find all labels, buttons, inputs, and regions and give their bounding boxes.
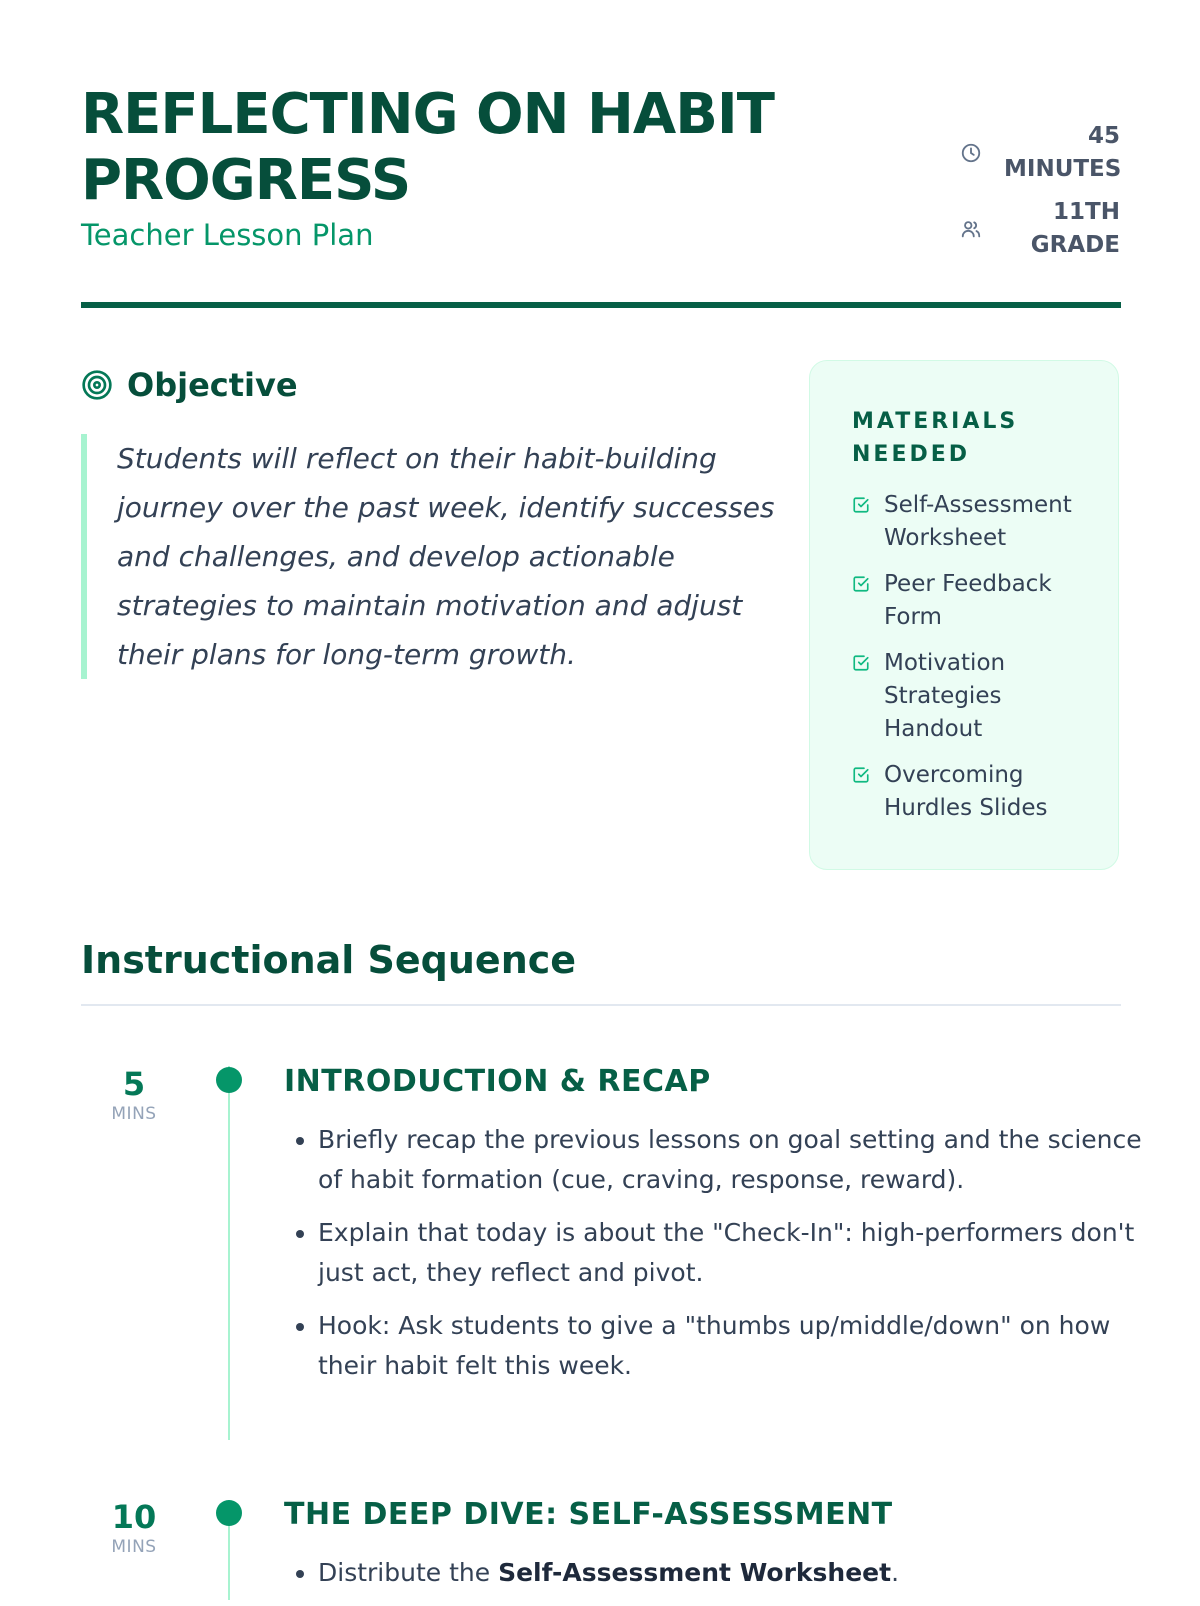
check-square-icon [852,575,870,593]
step-bullet: • Briefly recap the previous lessons on goal setting and the science of habit formation (cue, craving, response, reward). [318,1120,1158,1200]
step-minutes: 10 [111,1498,157,1536]
grade-row [960,196,1120,262]
duration-value: 45 MINUTES [1004,123,1122,182]
users-icon [960,218,982,240]
target-icon [81,369,113,401]
page-subtitle: Teacher Lesson Plan [81,218,374,252]
duration-row [960,120,1120,186]
check-square-icon [852,496,870,514]
bullet-text: Distribute the [318,1558,499,1587]
material-item [852,489,1088,555]
bullet-bold-text: Self-Assessment Worksheet [498,1558,892,1587]
objective-text: Students will reflect on their habit-building journey over the past week, identify successes and challenges, and develop actionable strategies to maintain motivation and adjust their plans for long-term growth. [81,434,797,679]
timeline-dot [216,1067,242,1093]
step-bullets [284,1120,1158,1399]
page-title: REFLECTING ON HABIT PROGRESS [81,82,774,213]
step-duration [84,1497,184,1557]
step-duration [84,1064,184,1124]
step-unit: MINS [111,1537,157,1557]
header-divider [81,302,1121,308]
step-minutes: 5 [122,1065,146,1103]
material-item [852,647,1088,746]
step-bullet: • Explain that today is about the "Check-In": high-performers don't just act, they reflect and pivot. [318,1213,1158,1293]
lesson-meta [960,120,1120,272]
objective-heading [81,366,298,404]
grade-value: 11TH GRADE [1030,199,1120,258]
check-square-icon [852,654,870,672]
material-label: Overcoming Hurdles Slides [884,762,1048,821]
timeline-dot [216,1500,242,1526]
materials-heading: MATERIALS NEEDED [852,409,1019,467]
step-bullet: • Hook: Ask students to give a "thumbs up/middle/down" on how their habit felt this week. [318,1306,1158,1386]
bullet-text: . [891,1558,900,1587]
objective-label: Objective [127,366,298,404]
timeline-line [228,1066,230,1440]
materials-panel [809,360,1119,870]
step-title: INTRODUCTION & RECAP [284,1064,711,1099]
material-label: Self-Assessment Worksheet [884,492,1072,551]
sequence-divider [81,1004,1121,1006]
sequence-heading: Instructional Sequence [81,938,577,982]
step-bullet [318,1553,1158,1593]
clock-icon [960,142,982,164]
material-label: Peer Feedback Form [884,571,1052,630]
step-title: THE DEEP DIVE: SELF-ASSESSMENT [284,1497,893,1532]
material-item [852,759,1088,825]
material-label: Motivation Strategies Handout [884,650,1006,742]
material-item [852,568,1088,634]
step-unit: MINS [111,1104,157,1124]
step-bullets [284,1553,1158,1606]
materials-list [852,489,1088,825]
check-square-icon [852,766,870,784]
